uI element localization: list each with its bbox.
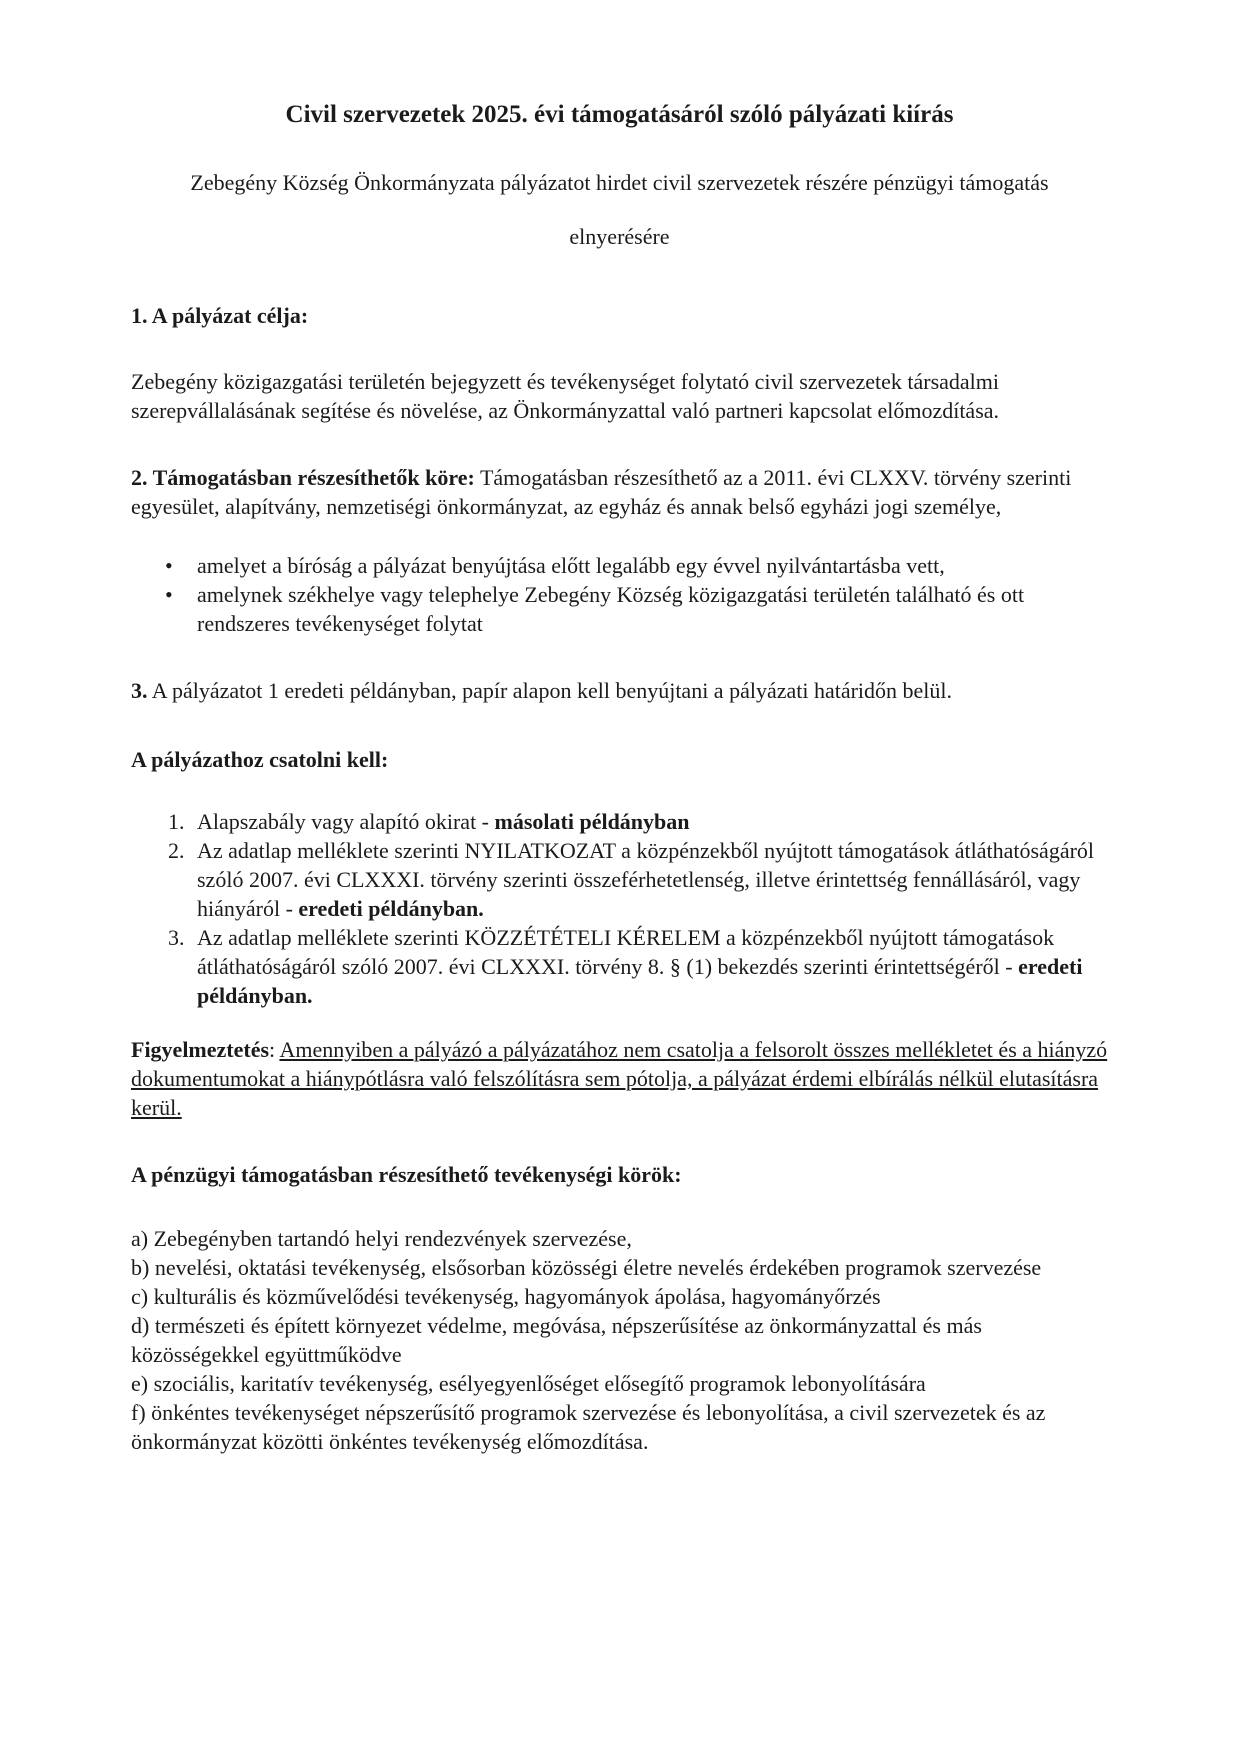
section1-body: Zebegény közigazgatási területén bejegyzett és tevékenységet folytató civil szervezetek társadalmi szerepvállalásának segítése és növelése, az Önkormányzattal való partneri kapcsolat előmozdítása. xyxy=(131,369,1000,423)
list-item xyxy=(131,551,1108,580)
attachment-item-text: Alapszabály vagy alapító okirat - másolati példányban xyxy=(197,809,690,834)
attachments-heading: A pályázathoz csatolni kell: xyxy=(131,747,389,772)
section2-bullet-list xyxy=(131,551,1108,638)
warning-label: Figyelmeztetés xyxy=(131,1037,270,1062)
list-item xyxy=(131,836,1108,923)
activity-item-c: c) kulturális és közművelődési tevékenység, hagyományok ápolása, hagyományőrzés xyxy=(131,1284,881,1309)
bullet-item-text: amelyet a bíróság a pályázat benyújtása előtt legalább egy évvel nyilvántartásba vett, xyxy=(197,553,945,578)
list-item xyxy=(131,923,1108,1010)
activity-item-d: d) természeti és épített környezet védelme, megóvása, népszerűsítése az önkormányzattal és más közösségekkel együttműködve xyxy=(131,1313,982,1367)
section2-paragraph xyxy=(131,463,1108,521)
warning-paragraph xyxy=(131,1035,1108,1122)
activities-list xyxy=(131,1224,1108,1456)
bullet-marker: • xyxy=(165,582,173,607)
activity-item-a: a) Zebegényben tartandó helyi rendezvények szervezése, xyxy=(131,1226,632,1251)
bullet-item-text: amelynek székhelye vagy telephelye Zebegény Község közigazgatási területén található és ott rendszeres tevékenységet folytat xyxy=(197,582,1025,636)
section2-heading: 2. Támogatásban részesíthetők köre: xyxy=(131,465,475,490)
warning-separator: : xyxy=(269,1037,280,1062)
list-item xyxy=(131,580,1108,638)
list-item xyxy=(131,807,1108,836)
activity-item-b: b) nevelési, oktatási tevékenység, elsősorban közösségi életre nevelés érdekében programok szervezése xyxy=(131,1255,1042,1280)
document-subtitle-line1: Zebegény Község Önkormányzata pályázatot hirdet civil szervezetek részére pénzügyi támogatás xyxy=(190,170,1049,195)
attachment-item-text: Az adatlap melléklete szerinti NYILATKOZAT a közpénzekből nyújtott támogatások átláthatóságáról szóló 2007. évi CLXXXI. törvény szerinti összeférhetetlenség, illetve érintettség fennállásáról, vagy hiányáról - eredeti példányban. xyxy=(197,838,1095,921)
section3-paragraph xyxy=(131,676,1108,705)
section2-body: Támogatásban részesíthető az a 2011. évi CLXXV. törvény szerinti egyesület, alapítvány, nemzetiségi önkormányzat, az egyház és annak belső egyházi jogi személye, xyxy=(131,465,1072,519)
section1-heading: 1. A pályázat célja: xyxy=(131,303,309,328)
attachments-list xyxy=(131,807,1108,1010)
list-number: 3. xyxy=(168,925,185,950)
bullet-marker: • xyxy=(165,553,173,578)
activities-heading: A pénzügyi támogatásban részesíthető tevékenységi körök: xyxy=(131,1162,682,1187)
attachment-item-text: Az adatlap melléklete szerinti KÖZZÉTÉTELI KÉRELEM a közpénzekből nyújtott támogatások átláthatóságáról szóló 2007. évi CLXXXI. törvény 8. § (1) bekezdés szerinti érintettségéről - eredeti példányban. xyxy=(197,925,1083,1008)
section3-body: A pályázatot 1 eredeti példányban, papír alapon kell benyújtani a pályázati határidőn belül. xyxy=(147,678,953,703)
document-title: Civil szervezetek 2025. évi támogatásáról szóló pályázati kiírás xyxy=(285,101,954,128)
document-subtitle-line2: elnyerésére xyxy=(569,224,670,249)
list-number: 2. xyxy=(168,838,185,863)
activity-item-e: e) szociális, karitatív tevékenység, esélyegyenlőséget elősegítő programok lebonyolítására xyxy=(131,1371,926,1396)
list-number: 1. xyxy=(168,809,185,834)
warning-underlined-text: Amennyiben a pályázó a pályázatához nem csatolja a felsorolt összes mellékletet és a hiányzó dokumentumokat a hiánypótlásra való felszólításra sem pótolja, a pályázat érdemi elbírálás nélkül elutasításra kerül. xyxy=(131,1037,1108,1120)
activity-item-f: f) önkéntes tevékenységet népszerűsítő programok szervezése és lebonyolítása, a civil szervezetek és az önkormányzat közötti önkéntes tevékenység előmozdítása. xyxy=(131,1400,1046,1454)
section3-number: 3. xyxy=(131,678,148,703)
